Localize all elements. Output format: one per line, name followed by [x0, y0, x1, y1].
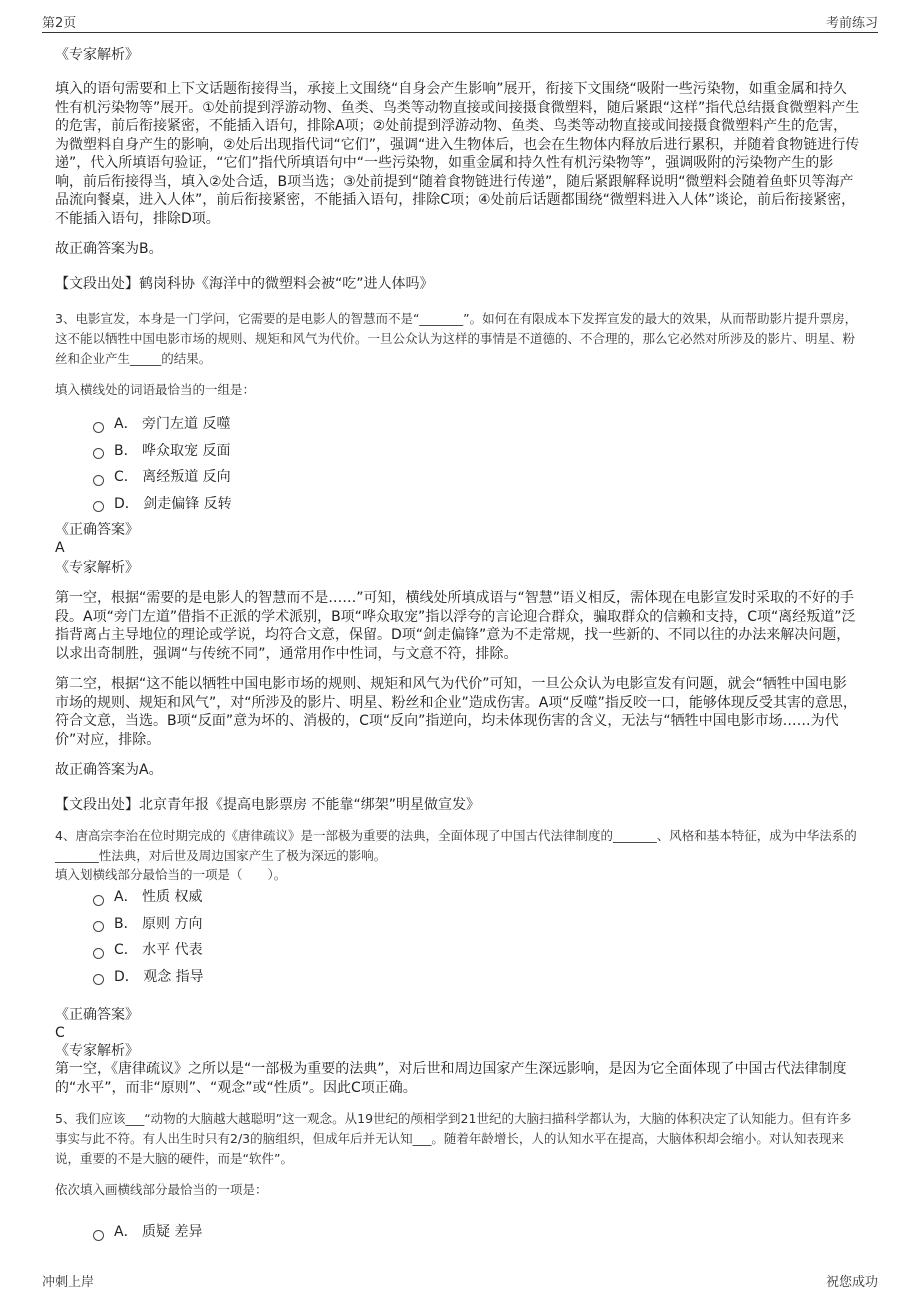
option-a[interactable]: A． 旁门左道 反噬: [93, 411, 860, 438]
question-text: 4、唐高宗李治在位时期完成的《唐律疏议》是一部极为重要的法典，全面体现了中国古代法律制度的_______、风格和基本特征，成为中华法系的_______性法典，对后世及周边国家产生了极为深远的影响。: [55, 828, 857, 863]
option-a[interactable]: A． 性质 权威: [93, 884, 860, 911]
correct-answer-label: 《正确答案》: [55, 1007, 139, 1023]
correct-answer-label: 《正确答案》: [55, 522, 139, 538]
option-d[interactable]: D． 观念 指导: [93, 964, 860, 991]
passage-source: 【文段出处】北京青年报《提高电影票房 不能靠“绑架”明星做宣发》: [55, 796, 480, 813]
main-content: [55, 42, 860, 1246]
footer-left: 冲刺上岸: [42, 1275, 95, 1290]
expert-analysis-label: 《专家解析》: [55, 560, 139, 576]
radio-icon[interactable]: [93, 974, 104, 985]
correct-answer: C: [55, 1025, 65, 1041]
option-list: [93, 411, 860, 517]
radio-icon[interactable]: [93, 501, 104, 512]
expert-analysis-label: 《专家解析》: [55, 47, 139, 63]
option-list: [93, 884, 860, 990]
option-a[interactable]: A． 质疑 差异: [93, 1219, 860, 1246]
footer-right: 祝您成功: [825, 1275, 878, 1290]
option-d[interactable]: D． 剑走偏锋 反转: [93, 491, 860, 518]
question-prompt: 依次填入画横线部分最恰当的一项是：: [55, 1182, 268, 1197]
page-header: [42, 8, 878, 33]
question-text: 5、我们应该___“动物的大脑越大越聪明”这一观念。从19世纪的颅相学到21世纪的大脑扫描科学都认为，大脑的体积决定了认知能力。但有许多事实与此不符。有人出生时只有2/3的脑组织，但成年后并无认知___。随着年龄增长，人的认知水平在提高，大脑体积却会缩小。对认知表现来说，重要的不是大脑的硬件，而是“软件”。: [55, 1111, 852, 1166]
page-footer: [42, 1268, 878, 1292]
option-b[interactable]: B． 哗众取宠 反面: [93, 438, 860, 465]
expert-analysis-text: 第一空，根据“需要的是电影人的智慧而不是……”可知，横线处所填成语与“智慧”语义相反，需体现在电影宣发时采取的不好的手段。A项“旁门左道”借指不正派的学术派别，B项“哗众取宠”指以浮夸的言论迎合群众，骗取群众的信赖和支持，C项“离经叛道”泛指背离占主导地位的理论或学说，均符合文意，保留。D项“剑走偏锋”意为不走常规，找一些新的、不同以往的办法来解决问题，以求出奇制胜，强调“与传统不同”，通常用作中性词，与文意不符，排除。: [55, 590, 856, 662]
question-prompt: 填入划横线部分最恰当的一项是（ ）。: [55, 867, 287, 882]
correct-answer: A: [55, 540, 65, 556]
radio-icon[interactable]: [93, 448, 104, 459]
expert-analysis-text: 第二空，根据“这不能以牺牲中国电影市场的规则、规矩和风气为代价”可知，一旦公众认为电影宣发有问题，就会“牺牲中国电影市场的规则、规矩和风气”，对“所涉及的影片、明星、粉丝和企业”造成伤害。A项“反噬”指反咬一口，能够体现反受其害的意思，符合文意，当选。B项“反面”意为坏的、消极的，C项“反向”指逆向，均未体现伤害的含义，无法与“牺牲中国电影市场……为代价”对应，排除。: [55, 676, 857, 748]
radio-icon[interactable]: [93, 422, 104, 433]
option-b[interactable]: B． 原则 方向: [93, 911, 860, 938]
header-title: 考前练习: [825, 16, 878, 31]
expert-analysis-text: 第一空，《唐律疏议》之所以是“一部极为重要的法典”，对后世和周边国家产生深远影响，是因为它全面体现了中国古代法律制度的“水平”，而非“原则”、“观念”或“性质”。因此C项正确。: [55, 1061, 847, 1096]
question-text: 3、电影宣发，本身是一门学问，它需要的是电影人的智慧而不是“_______”。如何在有限成本下发挥宣发的最大的效果，从而帮助影片提升票房，这不能以牺牲中国电影市场的规则、规矩和风气为代价。一旦公众认为这样的事情是不道德的、不合理的，那么它必然对所涉及的影片、明星、粉丝和企业产生_____的结果。: [55, 311, 858, 366]
option-c[interactable]: C． 离经叛道 反向: [93, 464, 860, 491]
radio-icon[interactable]: [93, 948, 104, 959]
radio-icon[interactable]: [93, 475, 104, 486]
answer-conclusion: 故正确答案为A。: [55, 762, 163, 778]
option-list: [93, 1219, 860, 1246]
page-number: 第2页: [42, 16, 77, 31]
passage-source: 【文段出处】鹤岗科协《海洋中的微塑料会被“吃”进人体吗》: [55, 275, 434, 292]
answer-conclusion: 故正确答案为B。: [55, 241, 163, 257]
expert-analysis-text: 填入的语句需要和上下文话题衔接得当，承接上文围绕“自身会产生影响”展开，衔接下文围绕“吸附一些污染物，如重金属和持久性有机污染物等”展开。①处前提到浮游动物、鱼类、鸟类等动物直接或间接摄食微塑料，随后紧跟“这样”指代总结摄食微塑料产生的危害，前后衔接紧密，不能插入语句，排除A项；②处前提到浮游动物、鱼类、鸟类等动物直接或间接摄食微塑料产生的危害，为微塑料自身产生的影响，②处后出现指代词“它们”，强调“进入生物体后，也会在生物体内释放后进行累积，并随着食物链进行传递”，代入所填语句验证，“它们”指代所填语句中“一些污染物，如重金属和持久性有机污染物等”，强调吸附的污染物产生的影响，前后衔接得当，填入②处合适，B项当选；③处前提到“随着食物链进行传递”，随后紧跟解释说明“微塑料会随着鱼虾贝等海产品流向餐桌，进入人体”，前后衔接紧密，不能插入语句，排除C项；④处前后话题都围绕“微塑料进入人体”谈论，前后衔接紧密，不能插入语句，排除D项。: [55, 81, 860, 227]
radio-icon[interactable]: [93, 921, 104, 932]
radio-icon[interactable]: [93, 1230, 104, 1241]
option-c[interactable]: C． 水平 代表: [93, 937, 860, 964]
expert-analysis-label: 《专家解析》: [55, 1043, 139, 1059]
question-prompt: 填入横线处的词语最恰当的一组是：: [55, 382, 256, 397]
radio-icon[interactable]: [93, 895, 104, 906]
